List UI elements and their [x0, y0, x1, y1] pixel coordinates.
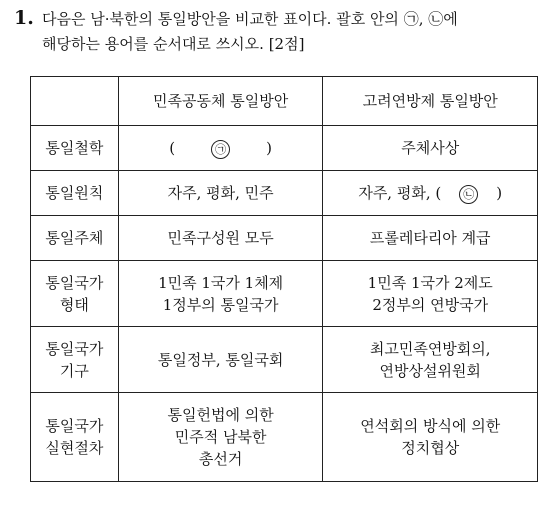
south-cell: 1민족 1국가 1체제 1정부의 통일국가 [118, 261, 323, 327]
blank-marker-a: ㉠ [211, 140, 230, 159]
open-paren: ( [169, 139, 176, 157]
table-header-row [31, 77, 538, 126]
header-cell-south: 민족공동체 통일방안 [118, 77, 323, 126]
south-cell: 통일정부, 통일국회 [118, 327, 323, 393]
blank-marker-b: ㉡ [459, 185, 478, 204]
south-cell: 민족구성원 모두 [118, 216, 323, 261]
question-text-line-2: 해당하는 용어를 순서대로 쓰시오. [2점] [42, 35, 305, 53]
north-cell [323, 171, 538, 216]
row-label: 통일국가 기구 [31, 327, 119, 393]
comparison-table [30, 76, 538, 482]
table-row [31, 261, 538, 327]
row-label: 통일주체 [31, 216, 119, 261]
close-paren: ) [266, 139, 272, 157]
header-cell-north: 고려연방제 통일방안 [323, 77, 538, 126]
north-cell: 프롤레타리아 계급 [323, 216, 538, 261]
north-cell: 주체사상 [323, 126, 538, 171]
row-label: 통일원칙 [31, 171, 119, 216]
table-row [31, 171, 538, 216]
north-cell: 최고민족연방회의, 연방상설위원회 [323, 327, 538, 393]
south-cell: 자주, 평화, 민주 [118, 171, 323, 216]
row-label: 통일철학 [31, 126, 119, 171]
table-row [31, 216, 538, 261]
question-line-1 [14, 6, 548, 32]
table-row [31, 393, 538, 482]
principle-prefix: 자주, 평화, ( [358, 184, 442, 202]
south-cell [118, 126, 323, 171]
question-block [14, 6, 548, 57]
table-row [31, 126, 538, 171]
question-number: 1. [14, 7, 34, 29]
header-cell-empty [31, 77, 119, 126]
row-label: 통일국가 형태 [31, 261, 119, 327]
row-label: 통일국가 실현절차 [31, 393, 119, 482]
close-paren: ) [496, 184, 503, 202]
table-row [31, 327, 538, 393]
question-text-line-1: 다음은 남·북한의 통일방안을 비교한 표이다. 괄호 안의 ㉠, ㉡에 [42, 10, 458, 28]
north-cell: 연석회의 방식에 의한 정치협상 [323, 393, 538, 482]
south-cell: 통일헌법에 의한 민주적 남북한 총선거 [118, 393, 323, 482]
north-cell: 1민족 1국가 2제도 2정부의 연방국가 [323, 261, 538, 327]
